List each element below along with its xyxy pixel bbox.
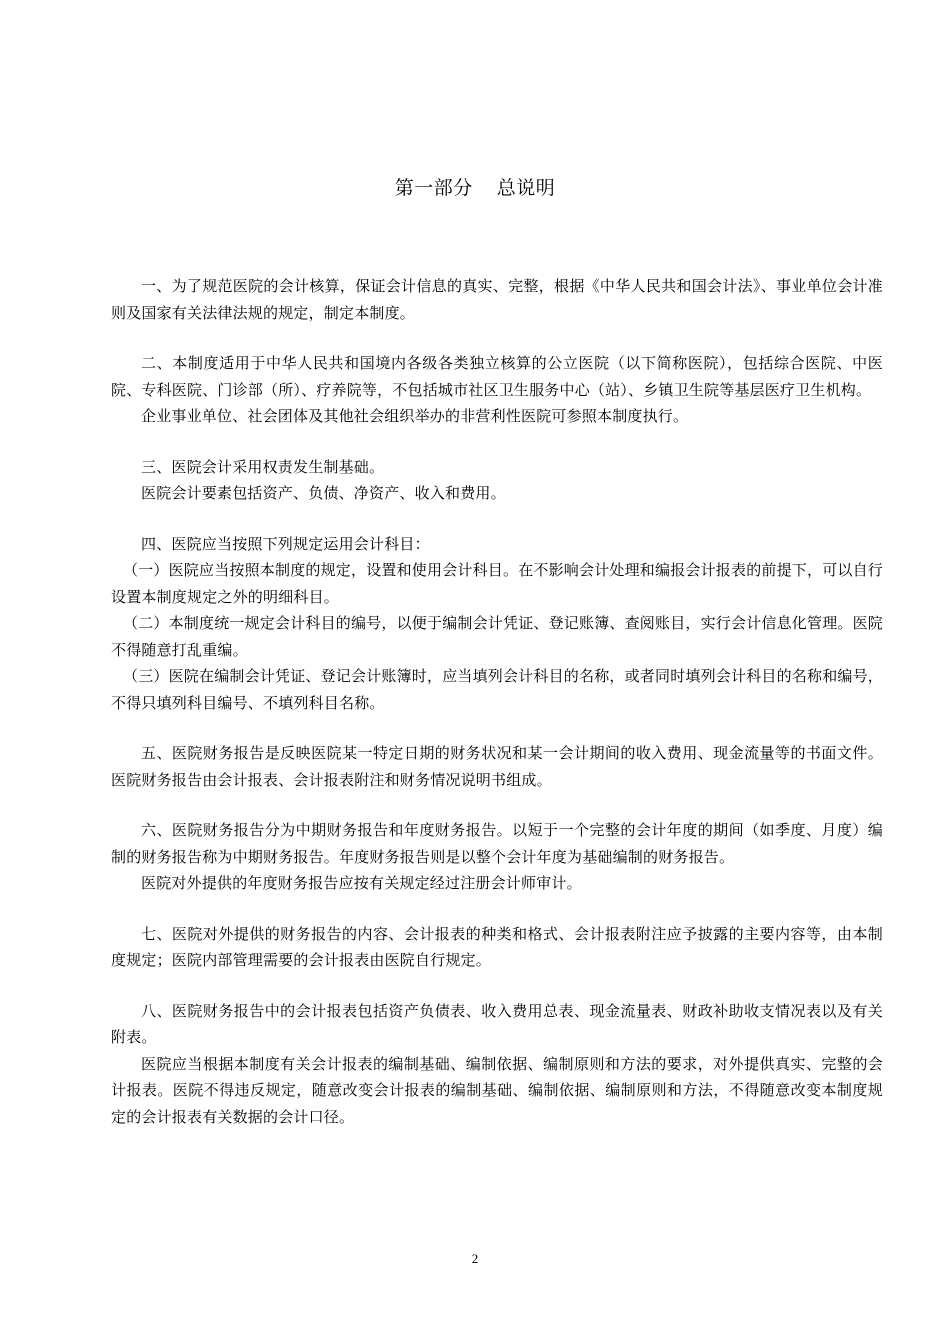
paragraph: 一、为了规范医院的会计核算，保证会计信息的真实、完整，根据《中华人民共和国会计法》、事业单位会计准则及国家有关法律法规的规定，制定本制度。 xyxy=(111,277,883,322)
title-part: 第一部分 xyxy=(394,177,473,199)
sub-paragraph: （三）医院在编制会计凭证、登记会计账簿时，应当填列会计科目的名称，或者同时填列会计科目的名称和编号，不得只填列科目编号、不填列科目名称。 xyxy=(111,667,884,712)
paragraph: 六、医院财务报告分为中期财务报告和年度财务报告。以短于一个完整的会计年度的期间（如季度、月度）编制的财务报告称为中期财务报告。年度财务报告则是以整个会计年度为基础编制的财务报告。 xyxy=(111,821,883,866)
section-7 xyxy=(111,921,883,974)
paragraph: 七、医院对外提供的财务报告的内容、会计报表的种类和格式、会计报表附注应予披露的主要内容等，由本制度规定；医院内部管理需要的会计报表由医院自行规定。 xyxy=(111,924,883,969)
paragraph: 三、医院会计采用权责发生制基础。 xyxy=(141,457,385,476)
paragraph: 二、本制度适用于中华人民共和国境内各级各类独立核算的公立医院（以下简称医院），包括综合医院、中医院、专科医院、门诊部（所）、疗养院等，不包括城市社区卫生服务中心（站）、乡镇卫生院等基层医疗卫生机构。 xyxy=(111,354,883,399)
section-2 xyxy=(111,350,883,430)
sub-paragraph: （一）医院应当按照本制度的规定，设置和使用会计科目。在不影响会计处理和编报会计报表的前提下，可以自行设置本制度规定之外的明细科目。 xyxy=(111,561,884,606)
paragraph: 八、医院财务报告中的会计报表包括资产负债表、收入费用总表、现金流量表、财政补助收支情况表以及有关附表。 xyxy=(111,1001,883,1046)
sub-paragraph: （二）本制度统一规定会计科目的编号，以便于编制会计凭证、登记账簿、查阅账目，实行会计信息化管理。医院不得随意打乱重编。 xyxy=(111,614,884,659)
page-number: 2 xyxy=(471,1251,479,1266)
page-title xyxy=(0,175,950,201)
paragraph: 医院应当根据本制度有关会计报表的编制基础、编制依据、编制原则和方法的要求，对外提供真实、完整的会计报表。医院不得违反规定，随意改变会计报表的编制基础、编制依据、编制原则和方法，不得随意改变本制度规定的会计报表有关数据的会计口径。 xyxy=(111,1054,883,1126)
section-5 xyxy=(111,740,883,793)
paragraph: 医院会计要素包括资产、负债、净资产、收入和费用。 xyxy=(141,484,506,502)
document-body xyxy=(111,273,883,1154)
section-3 xyxy=(111,454,883,507)
paragraph: 企业事业单位、社会团体及其他社会组织举办的非营利性医院可参照本制度执行。 xyxy=(141,407,689,425)
section-1 xyxy=(111,273,883,326)
paragraph: 五、医院财务报告是反映医院某一特定日期的财务状况和某一会计期间的收入费用、现金流量等的书面文件。医院财务报告由会计报表、会计报表附注和财务情况说明书组成。 xyxy=(111,744,883,789)
section-8 xyxy=(111,998,883,1131)
section-4 xyxy=(111,531,883,717)
paragraph: 医院对外提供的年度财务报告应按有关规定经过注册会计师审计。 xyxy=(141,874,582,892)
section-6 xyxy=(111,817,883,897)
title-name: 总说明 xyxy=(496,177,556,199)
paragraph: 四、医院应当按照下列规定运用会计科目： xyxy=(141,534,430,553)
